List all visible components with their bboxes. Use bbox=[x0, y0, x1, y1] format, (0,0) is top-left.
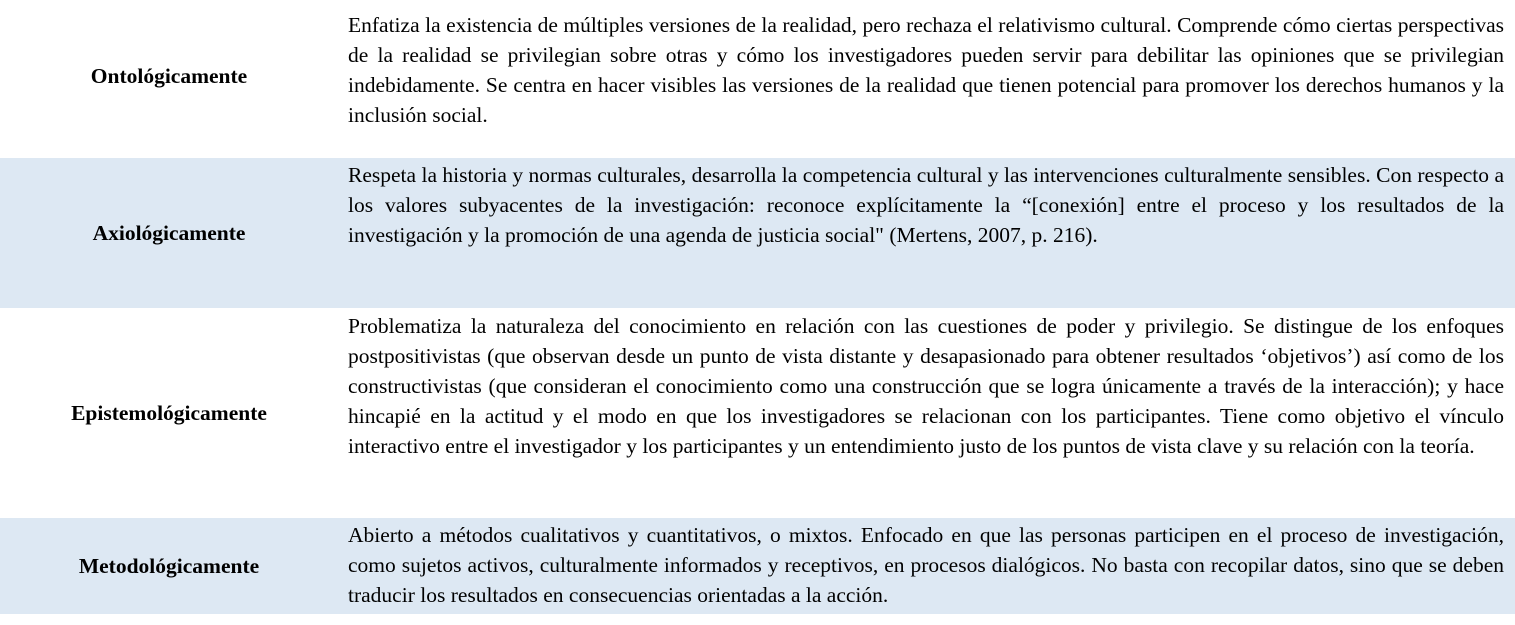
row-description-epistemologico: Problematiza la naturaleza del conocimiento en relación con las cuestiones de poder y privilegio. Se distingue de los enfoques postpositivistas (que observan desde un punto de vista distante y desapasionado para obtener resultados ‘objetivos’) así como de los constructivistas (que consideran el conocimiento como una construcción que se logra únicamente a través de la interacción); y hace hincapié en la actitud y el modo en que los investigadores se relacionan con los participantes. Tiene como objetivo el vínculo interactivo entre el investigador y los participantes y un entendimiento justo de los puntos de vista clave y su relación con la teoría. bbox=[348, 314, 1504, 458]
row-label-axiologico: Axiológicamente bbox=[92, 220, 246, 245]
table-row-epistemologico bbox=[0, 308, 1515, 518]
row-label-ontologico: Ontológicamente bbox=[90, 64, 248, 88]
row-description-axiologico: Respeta la historia y normas culturales, desarrolla la competencia cultural y las intervenciones culturalmente sensibles. Con respecto a los valores subyacentes de la investigación: reconoce explícitamente la “[conexión] entre el proceso y los resultados de la investigación y la promoción de una agenda de justicia social" (Mertens, 2007, p. 216). bbox=[348, 163, 1504, 247]
row-description-metodologico: Abierto a métodos cualitativos y cuantitativos, o mixtos. Enfocado en que las personas participen en el proceso de investigación, como sujetos activos, culturalmente informados y receptivos, en procesos dialógicos. No basta con recopilar datos, sino que se deben traducir los resultados en consecuencias orientadas a la acción. bbox=[348, 523, 1504, 607]
row-description-ontologico: Enfatiza la existencia de múltiples versiones de la realidad, pero rechaza el relativismo cultural. Comprende cómo ciertas perspectivas de la realidad se privilegian sobre otras y cómo los investigadores pueden servir para debilitar las opiniones que se privilegian indebidamente. Se centra en hacer visibles las versiones de la realidad que tienen potencial para promover los derechos humanos y la inclusión social. bbox=[348, 13, 1504, 127]
table-row-axiologico bbox=[0, 158, 1515, 308]
row-label-metodologico: Metodológicamente bbox=[78, 553, 260, 578]
table-row-ontologico bbox=[0, 0, 1515, 153]
row-label-epistemologico: Epistemológicamente bbox=[71, 400, 267, 425]
table-row-metodologico bbox=[0, 518, 1515, 614]
